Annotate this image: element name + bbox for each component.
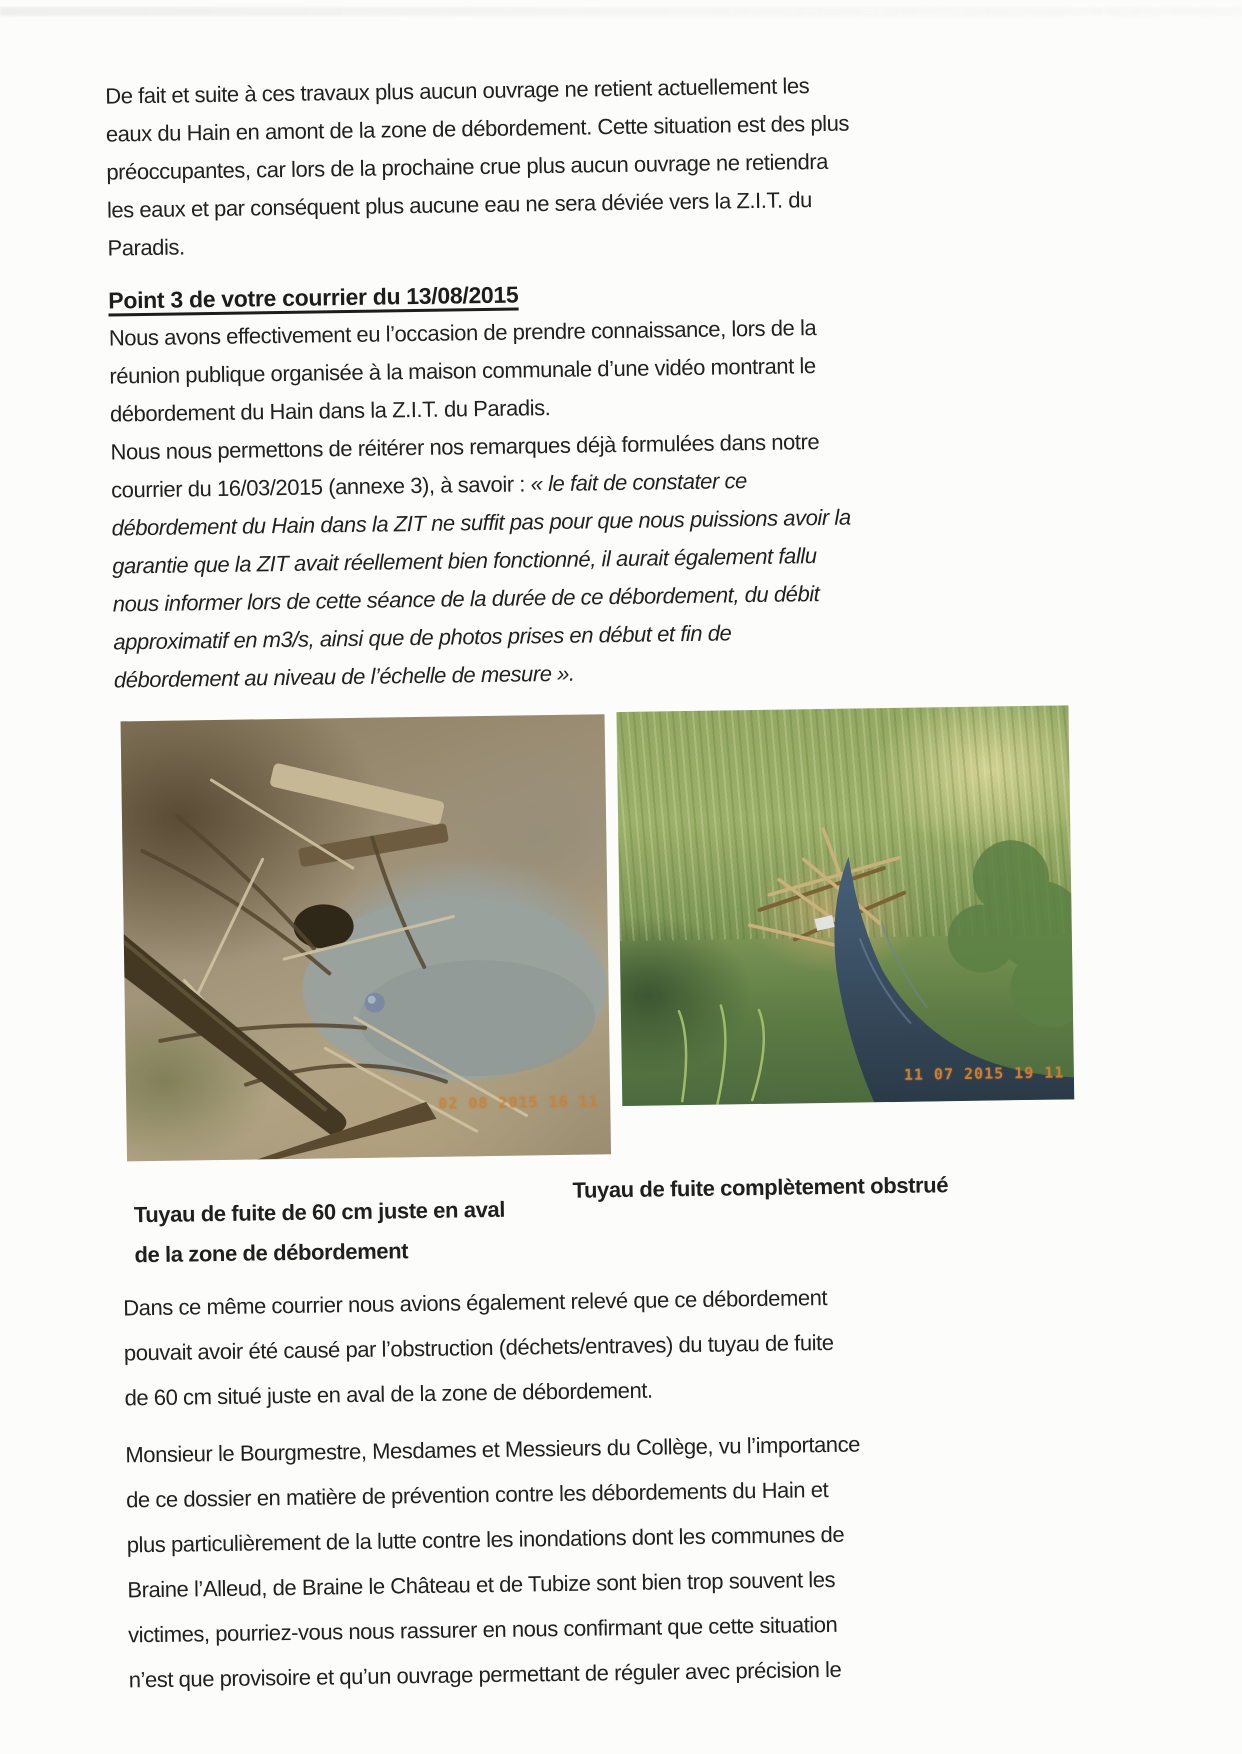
paragraph-obstruction: Dans ce même courrier nous avions également relevé que ce débordement pouvait avoir été causé par l’obstruction (déchets/entraves) du tuyau de fuite de 60 cm situé juste en aval de la zone de débordement. xyxy=(123,1285,834,1411)
photo-figures xyxy=(121,707,1089,1277)
section-heading: Point 3 de votre courrier du 13/08/2015 xyxy=(108,281,519,314)
photo-left-caption: Tuyau de fuite de 60 cm juste en aval de la zone de débordement xyxy=(133,1196,506,1268)
paragraph-intro: De fait et suite à ces travaux plus aucun ouvrage ne retient actuellement les eaux du Hain en amont de la zone de débordement. Cette situation est des plus préoccupantes, car lors de la prochaine crue plus aucun ouvrage ne retiendra les eaux et par conséquent plus aucune eau ne sera déviée vers la Z.I.T. du Paradis. xyxy=(105,73,850,261)
paragraph-closing: Monsieur le Bourgmestre, Mesdames et Messieurs du Collège, vu l’importance de ce dossier en matière de prévention contre les débordements du Hain et plus particulièrement de la lutte contre les inondations dont les communes de Braine l’Alleud, de Braine le Château et de Tubize sont bien trop souvent les victimes, pourriez-vous nous rassurer en nous confirmant que cette situation n’est que provisoire et qu’un ouvrage permettant de réguler avec précision le xyxy=(125,1431,861,1693)
photo-left-timestamp: 02 08 2015 16 11 xyxy=(438,1092,599,1113)
photo-right-scene xyxy=(616,705,1074,1106)
photo-right-caption: Tuyau de fuite complètement obstrué xyxy=(572,1172,949,1203)
photo-right-obstructed-pipe xyxy=(616,705,1074,1106)
paragraph-remarks-quote: « le fait de constater ce débordement du Hain dans la ZIT ne suffit pas pour que nous puissions avoir la garantie que la ZIT avait réellement bien fonctionné, il aurait également fallu nous informer lors de cette séance de la durée de ce débordement, du débit approximatif en m3/s, ainsi que de photos prises en début et fin de débordement au niveau de l’échelle de mesure ». xyxy=(111,468,851,693)
photo-right-timestamp: 11 07 2015 19 11 xyxy=(903,1063,1065,1084)
paragraph-remarks xyxy=(110,419,1104,700)
photo-left-ditch-pipe xyxy=(121,714,611,1161)
scan-artifact-top xyxy=(0,7,1242,16)
paragraph-remarks-lead: Nous nous permettons de réitérer nos remarques déjà formulées dans notre courrier du 16/03/2015 (annexe 3), à savoir : xyxy=(110,429,820,503)
letter-content xyxy=(105,63,1139,1703)
paragraph-video: Nous avons effectivement eu l’occasion de prendre connaissance, lors de la réunion publique organisée à la maison communale d’une vidéo montrant le débordement du Hain dans la Z.I.T. du Paradis. xyxy=(108,315,817,427)
